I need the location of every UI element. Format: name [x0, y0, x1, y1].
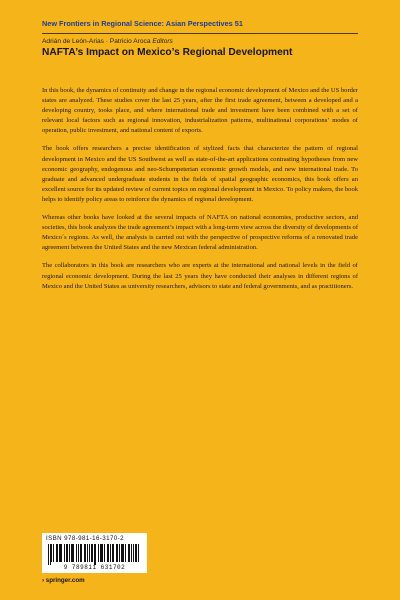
barcode-bar [59, 544, 60, 562]
barcode-bar [57, 544, 58, 562]
barcode-bar [50, 544, 51, 565]
series-title: New Frontiers in Regional Science: Asian Perspectives 51 [42, 19, 243, 28]
barcode-bar [107, 544, 108, 562]
barcode-bar [67, 544, 68, 562]
blurb-paragraph: The collaborators in this book are researchers who are experts at the international and national levels in the field of regional economic development. During the last 25 years they have conducted their analyses in different regions of Mexico and the United States as university researchers, advisors to state and federal governments, and as practitioners. [42, 262, 358, 290]
barcode-bar [48, 544, 49, 565]
editors-names: Adrián de León-Arias · Patricio Aroca [42, 38, 151, 45]
barcode-bar [87, 544, 88, 562]
barcode-bar [78, 544, 79, 562]
barcode-bar [53, 544, 54, 562]
publisher-website: › springer.com [42, 577, 85, 584]
barcode-bar [98, 544, 99, 562]
barcode-bar [129, 544, 130, 562]
barcode-bar [122, 544, 123, 562]
barcode-bar [91, 544, 92, 562]
barcode-bar [89, 544, 90, 562]
barcode-bar [119, 544, 120, 562]
barcode-bar [84, 544, 85, 562]
barcode-bar [72, 544, 73, 562]
barcode-bar [136, 544, 137, 562]
blurb-paragraph: Whereas other books have looked at the several impacts of NAFTA on national economies, productive sectors, and societies, this book analyzes the trade agreement’s impact with a long-term view across the diversity of developments of Mexico´s regions. As well, the analysis is carried out with the perspective of prospective reforms of a renovated trade agreement between the United States and the new Mexican federal administration. [42, 214, 358, 252]
barcode-bar [100, 544, 101, 562]
barcode-bars [48, 544, 143, 565]
barcode-bar [123, 544, 124, 562]
barcode-bar [85, 544, 86, 562]
barcode-bar [61, 544, 62, 562]
barcode-bar [116, 544, 117, 562]
barcode-bar [92, 544, 93, 562]
barcode-bar [71, 544, 72, 562]
barcode-bar [102, 544, 103, 562]
blurb [42, 86, 358, 300]
barcode-bar [121, 544, 122, 562]
barcode-bar [73, 544, 74, 562]
barcode-digits: 9 789811 631702 [63, 564, 126, 571]
barcode-bar [66, 544, 67, 562]
blurb-paragraph: The book offers researchers a precise identification of stylized facts that characterize the pattern of regional development in Mexico and the US Southwest as well as state-of-the-art applications contrasting hypotheses from new economic geography, endogenous and neo-Schumpeterian economic growth models, and new international trade. To graduate and advanced undergraduate students in the fields of spatial geographic economics, this book offers an excellent source for its updated review of current topics on regional development in Mexico. To policy makers, the book helps to identify policy areas to reinforce the dynamics of regional development. [42, 145, 358, 203]
series-divider [42, 33, 358, 34]
barcode-bar [135, 544, 136, 562]
barcode-bar [80, 544, 81, 562]
barcode-bar [94, 544, 95, 565]
editors-line [42, 38, 173, 45]
barcode-bar [51, 544, 52, 562]
barcode-bar [108, 544, 109, 562]
barcode-bar [95, 544, 96, 565]
barcode-bar [69, 544, 70, 562]
barcode-bar [117, 544, 118, 562]
barcode-bar [125, 544, 126, 562]
blurb-paragraph: In this book, the dynamics of continuity and change in the regional economic development of Mexico and the US border states are analyzed. These studies cover the last 25 years, after the first trade agreement, between a developed and a developing country, tooks place, and where international trade and investment have been combined with a set of relevant local factors such as regional innovation, industrialization patterns, multinational corporations’ modes of operation, public investment, and national content of exports. [42, 87, 358, 135]
barcode-bar [81, 544, 82, 562]
barcode-bar [133, 544, 134, 562]
barcode-bar [104, 544, 105, 562]
barcode-bar [138, 544, 139, 562]
barcode-bar [128, 544, 129, 562]
barcode-bar [64, 544, 65, 562]
book-title: NAFTA’s Impact on Mexico’s Regional Development [42, 47, 293, 58]
editors-role: Editors [152, 38, 173, 45]
isbn-number: ISBN 978-981-16-3170-2 [46, 535, 124, 542]
isbn-barcode [42, 533, 147, 573]
barcode-bar [56, 544, 57, 562]
barcode-bar [101, 544, 102, 562]
barcode-bar [76, 544, 77, 562]
barcode-bar [110, 544, 111, 562]
barcode-bar [112, 544, 113, 562]
barcode-bar [60, 544, 61, 562]
barcode-bar [113, 544, 114, 562]
barcode-bar [131, 544, 132, 562]
